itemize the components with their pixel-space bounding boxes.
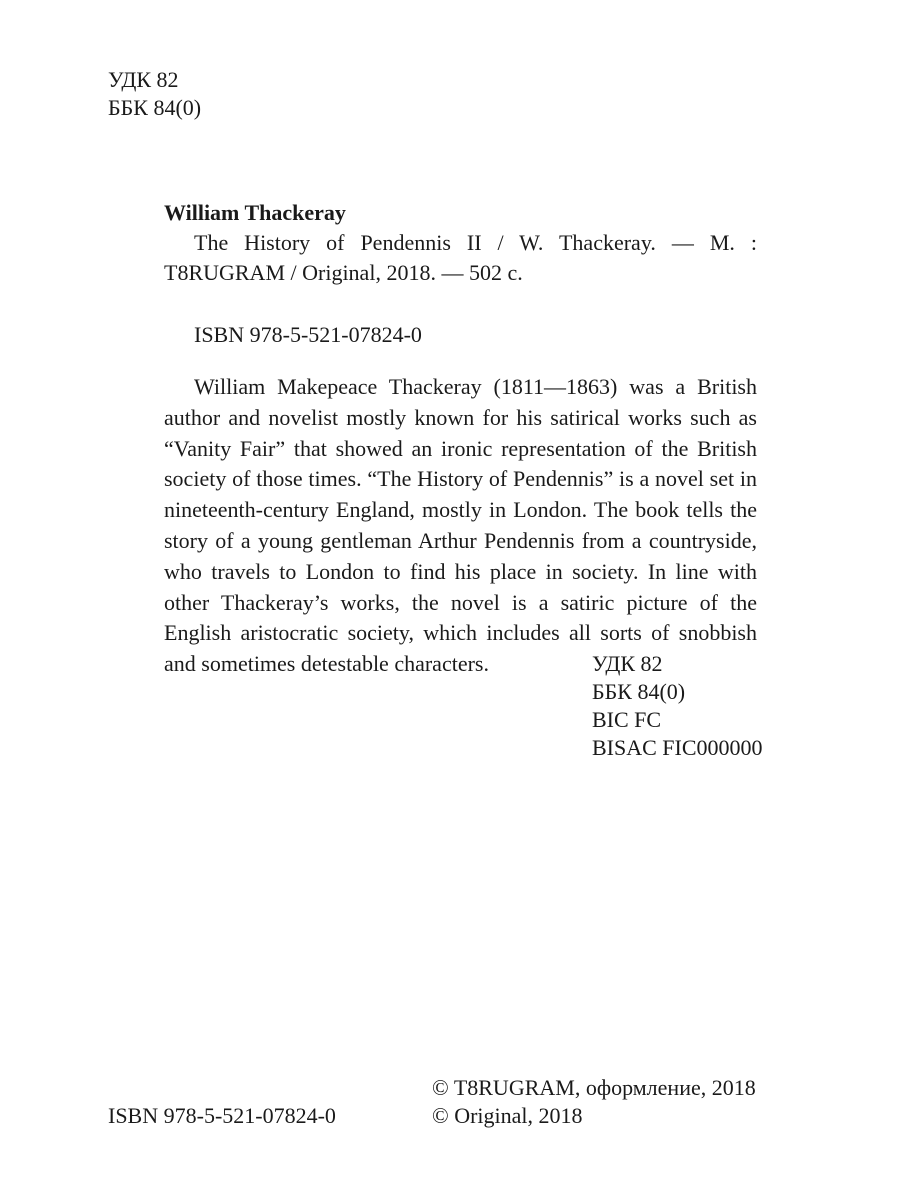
copyright-design: © T8RUGRAM, оформление, 2018 xyxy=(432,1075,756,1100)
copyright-block xyxy=(432,1074,756,1130)
bbk-code: ББК 84(0) xyxy=(592,679,686,704)
isbn-record: ISBN 978-5-521-07824-0 xyxy=(194,322,422,347)
udk-code: УДК 82 xyxy=(592,651,663,676)
author-name: William Thackeray xyxy=(164,200,346,225)
copyright-original: © Original, 2018 xyxy=(432,1103,583,1128)
bisac-code: BISAC FIC000000 xyxy=(592,735,763,760)
classification-codes-top xyxy=(108,66,201,122)
classification-codes-right xyxy=(592,650,763,762)
isbn-footer: ISBN 978-5-521-07824-0 xyxy=(108,1103,336,1128)
bibliographic-block xyxy=(164,198,757,680)
abstract-paragraph: William Makepeace Thackeray (1811—1863) was a British author and novelist mostly known for his satirical works such as “Vanity Fair” that showed an ironic representation of the British society of those times. “The History of Pendennis” is a novel set in nineteenth-century England, mostly in London. The book tells the story of a young gentleman Arthur Pendennis from a countryside, who travels to London to find his place in society. In line with other Thackeray’s works, the novel is a satiric picture of the English aristocratic society, which includes all sorts of snobbish and sometimes detestable characters. xyxy=(164,374,757,677)
bbk-code: ББК 84(0) xyxy=(108,95,202,120)
udk-code: УДК 82 xyxy=(108,67,179,92)
bibliographic-record: The History of Pendennis II / W. Thackeray. — M. : T8RUGRAM / Original, 2018. — 502 c. xyxy=(164,230,757,285)
bic-code: BIC FC xyxy=(592,707,662,732)
